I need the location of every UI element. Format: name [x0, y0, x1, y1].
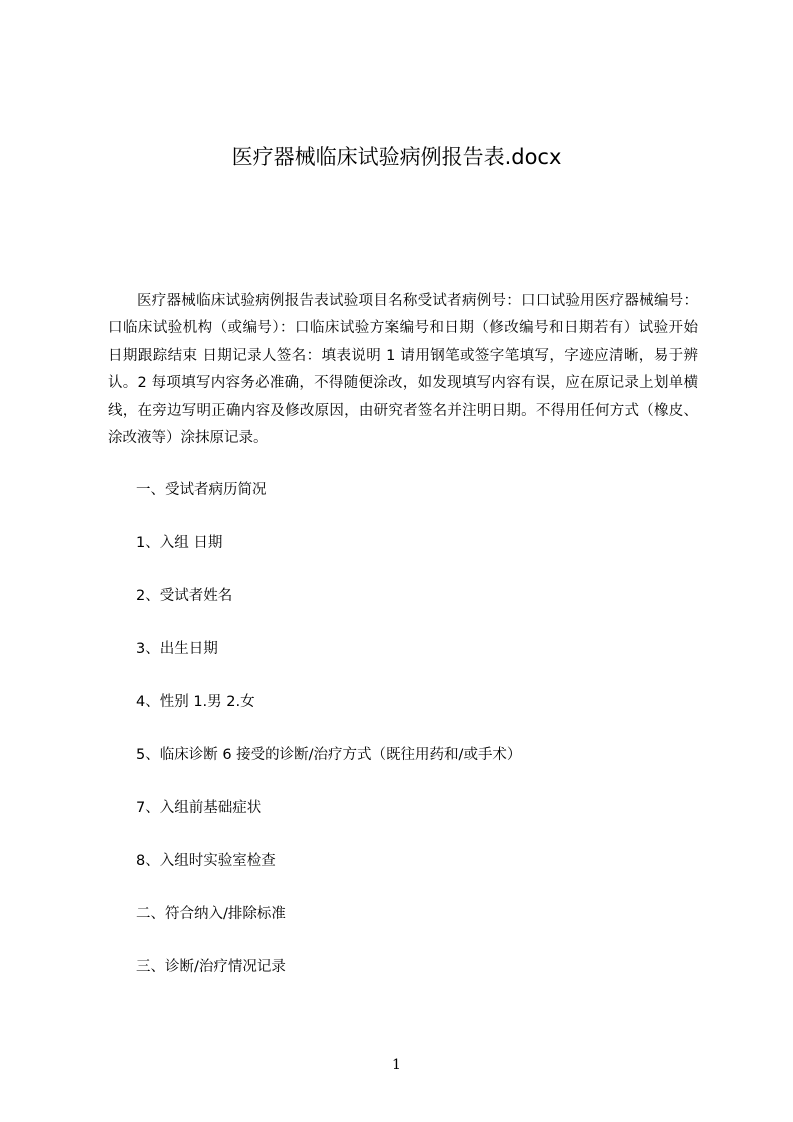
item-birth-date: 3、出生日期	[136, 641, 218, 657]
item-clinical-diagnosis: 5、临床诊断 6 接受的诊断/治疗方式（既往用药和/或手术）	[136, 747, 522, 763]
page-number: 1	[392, 1057, 401, 1073]
section-heading-treatment-record: 三、诊断/治疗情况记录	[136, 959, 286, 975]
section-heading-patient-history: 一、受试者病历简况	[136, 482, 267, 498]
section-heading-inclusion-exclusion: 二、符合纳入/排除标准	[136, 906, 286, 922]
intro-paragraph: 医疗器械临床试验病例报告表试验项目名称受试者病例号：口口试验用医疗器械编号：口临床试验机构（或编号）：口临床试验方案编号和日期（修改编号和日期若有）试验开始 日期跟踪结束 日期记录人签名：填表说明 1 请用钢笔或签字笔填写，字迹应清晰，易于辨认。2 每项填写内容务必准确，不得随便涂改，如发现填写内容有误，应在原记录上划单横线，在旁边写明正确内容及修改原因，由研究者签名并注明日期。不得用任何方式（橡皮、涂改液等）涂抹原记录。	[108, 293, 698, 447]
item-gender: 4、性别 1.男 2.女	[136, 694, 255, 710]
item-baseline-symptoms: 7、入组前基础症状	[136, 800, 262, 816]
item-subject-name: 2、受试者姓名	[136, 588, 233, 604]
item-enrollment-date: 1、入组 日期	[136, 535, 223, 551]
item-lab-tests: 8、入组时实验室检查	[136, 853, 276, 869]
document-title: 医疗器械临床试验病例报告表.docx	[231, 145, 562, 169]
